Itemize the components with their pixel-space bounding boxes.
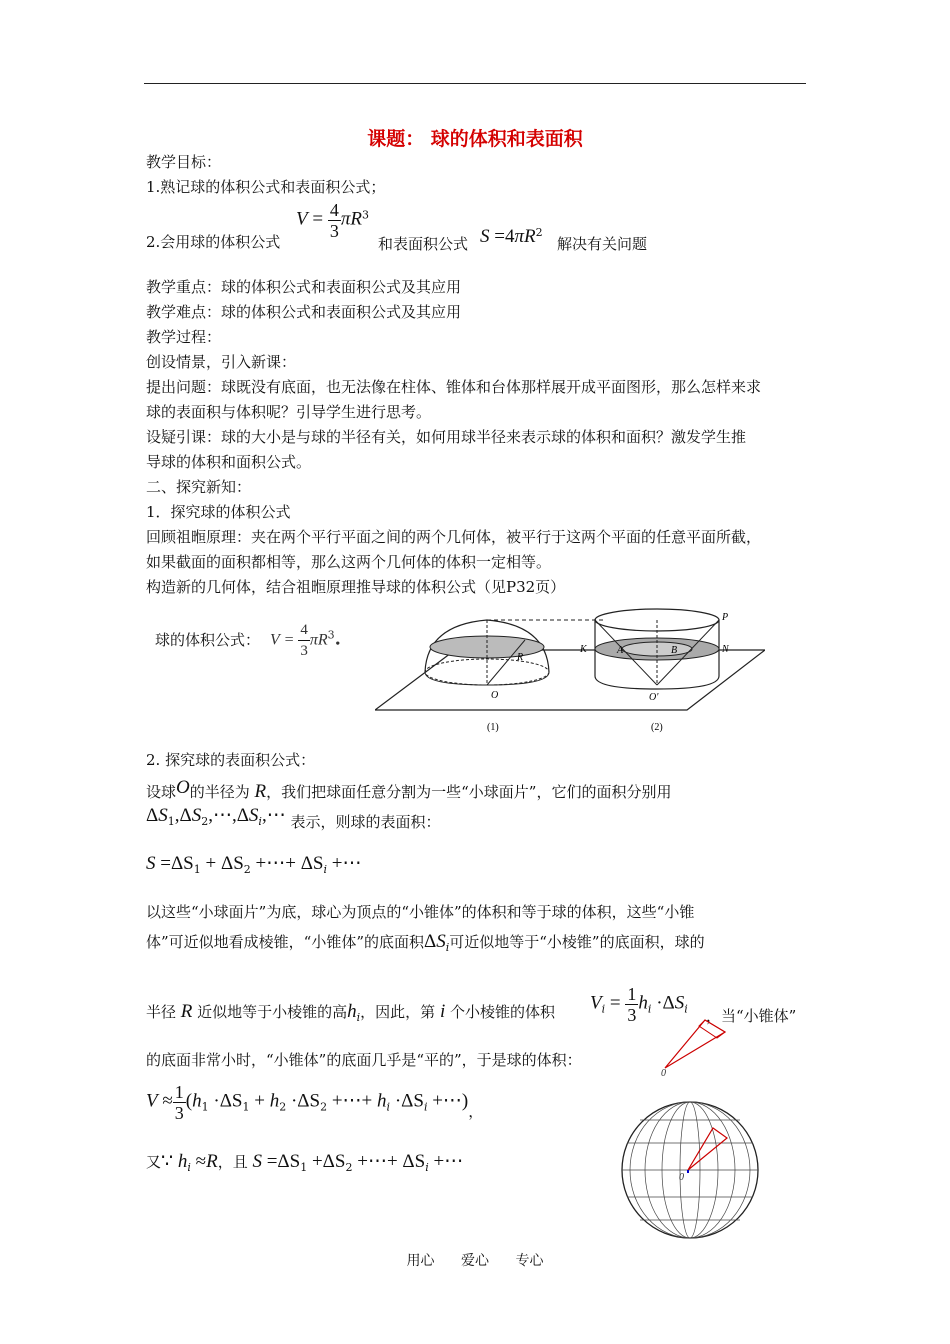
zu-figure bbox=[375, 600, 765, 740]
goal-2-end: 解决有关问题 bbox=[557, 235, 648, 253]
zu-principle-2: 如果截面的面积都相等，那么这两个几何体的体积一定相等。 bbox=[146, 553, 552, 571]
subsection-1: 1．探究球的体积公式 bbox=[146, 503, 291, 521]
label-p: P bbox=[722, 612, 729, 623]
para-4: 体”可近似地看成棱锥，“小锥体”的底面积$\Delta S_i$可近似地等于“小棱锥”的底面积，球的 bbox=[146, 931, 705, 954]
cone-volume-formula: $V_i$ = $\frac{1}{3}$ $h_i \cdot\Delta S_i$ bbox=[590, 984, 688, 1025]
process-heading: 教学过程： bbox=[146, 328, 222, 346]
goal-2-mid: 和表面积公式 bbox=[378, 235, 469, 253]
para-5: 半径 R 近似地等于小棱锥的高$h_i$，因此，第 i 个小棱锥的体积 bbox=[146, 1001, 555, 1024]
page-title: 课题： 球的体积和表面积 bbox=[367, 128, 583, 150]
page-footer: 用心 爱心 专心 bbox=[406, 1253, 544, 1269]
key-point: 教学重点：球的体积公式和表面积公式及其应用 bbox=[146, 278, 462, 296]
goal-1: 1.熟记球的体积公式和表面积公式； bbox=[146, 178, 386, 196]
label-k: K bbox=[580, 644, 587, 655]
sphere-figure bbox=[615, 1098, 765, 1243]
para-6: 的底面非常小时，“小锥体”的底面几乎是“平的”，于是球的体积： bbox=[146, 1051, 582, 1069]
sphere-volume-approx: V ≈ $\frac{1}{3}$ ($h_1 \cdot\Delta S_1 + h_2 \cdot\Delta S_2$ +⋯+ $h_i \cdot\Delta S_i$ +⋯)， bbox=[146, 1082, 484, 1123]
svg-text:0: 0 bbox=[661, 1068, 666, 1079]
svg-text:0: 0 bbox=[679, 1172, 684, 1183]
para-5-end: ，当“小锥体” bbox=[706, 1007, 797, 1025]
header-rule bbox=[144, 83, 806, 84]
label-n: N bbox=[722, 644, 729, 655]
suspense-1: 设疑引课：球的大小是与球的半径有关，如何用球半径来表示球的体积和面积？激发学生推 bbox=[146, 428, 747, 446]
suspense-2: 导球的体积和面积公式。 bbox=[146, 453, 312, 471]
intro-heading: 创设情景，引入新课： bbox=[146, 353, 297, 371]
question-1: 提出问题：球既没有底面，也无法像在柱体、锥体和台体那样展开成平面图形，那么怎样来求 bbox=[146, 378, 762, 396]
build-text: 构造新的几何体，结合祖暅原理推导球的体积公式（见P32页） bbox=[146, 578, 566, 596]
para-8: 又∵ $h_i \approx R$，且 $S =\Delta S_1 +\Delta S_2$ +⋯+ $\Delta S_i$ +⋯ bbox=[146, 1151, 464, 1174]
section-2: 二、探究新知： bbox=[146, 478, 252, 496]
volume-formula-2: V = $\frac{4}{3}$ $\pi R^3$. bbox=[270, 622, 341, 659]
goal-heading: 教学目标： bbox=[146, 153, 222, 171]
volume-formula: V = $\frac{4}{3}$ $\pi R^3$ bbox=[296, 200, 370, 241]
label-r: R bbox=[517, 652, 524, 663]
question-2: 球的表面积与体积呢？引导学生进行思考。 bbox=[146, 403, 432, 421]
para-1: 设球O的半径为 R，我们把球面任意分割为一些“小球面片”，它们的面积分别用 bbox=[146, 777, 672, 802]
figure-label-2: (2) bbox=[651, 722, 663, 733]
goal-2-text: 2.会用球的体积公式 bbox=[146, 233, 281, 251]
para-3: 以这些“小球面片”为底，球心为顶点的“小锥体”的体积和等于球的体积，这些“小锥 bbox=[146, 903, 695, 921]
para-2: $\Delta S_1,\Delta S_2,\cdots,\Delta S_i,\cdots$ 表示，则球的表面积： bbox=[146, 805, 441, 831]
small-cone-figure bbox=[655, 1010, 735, 1080]
surface-sum: $S =\Delta S_1 + \Delta S_2$ +⋯+ $\Delta S_i$ +⋯ bbox=[146, 853, 362, 876]
zu-principle-1: 回顾祖暅原理：夹在两个平行平面之间的两个几何体，被平行于这两个平面的任意平面所截， bbox=[146, 528, 762, 546]
volume-label: 球的体积公式： bbox=[155, 631, 261, 649]
surface-formula: $S =4\pi R^2$ bbox=[480, 226, 543, 247]
label-o-prime: O' bbox=[649, 692, 659, 703]
label-b: B bbox=[671, 645, 678, 656]
figure-label-1: (1) bbox=[487, 722, 499, 733]
label-a: A bbox=[617, 645, 624, 656]
label-o: O bbox=[491, 690, 499, 701]
difficult-point: 教学难点：球的体积公式和表面积公式及其应用 bbox=[146, 303, 462, 321]
subsection-2: 2. 探究球的表面积公式： bbox=[146, 751, 316, 769]
